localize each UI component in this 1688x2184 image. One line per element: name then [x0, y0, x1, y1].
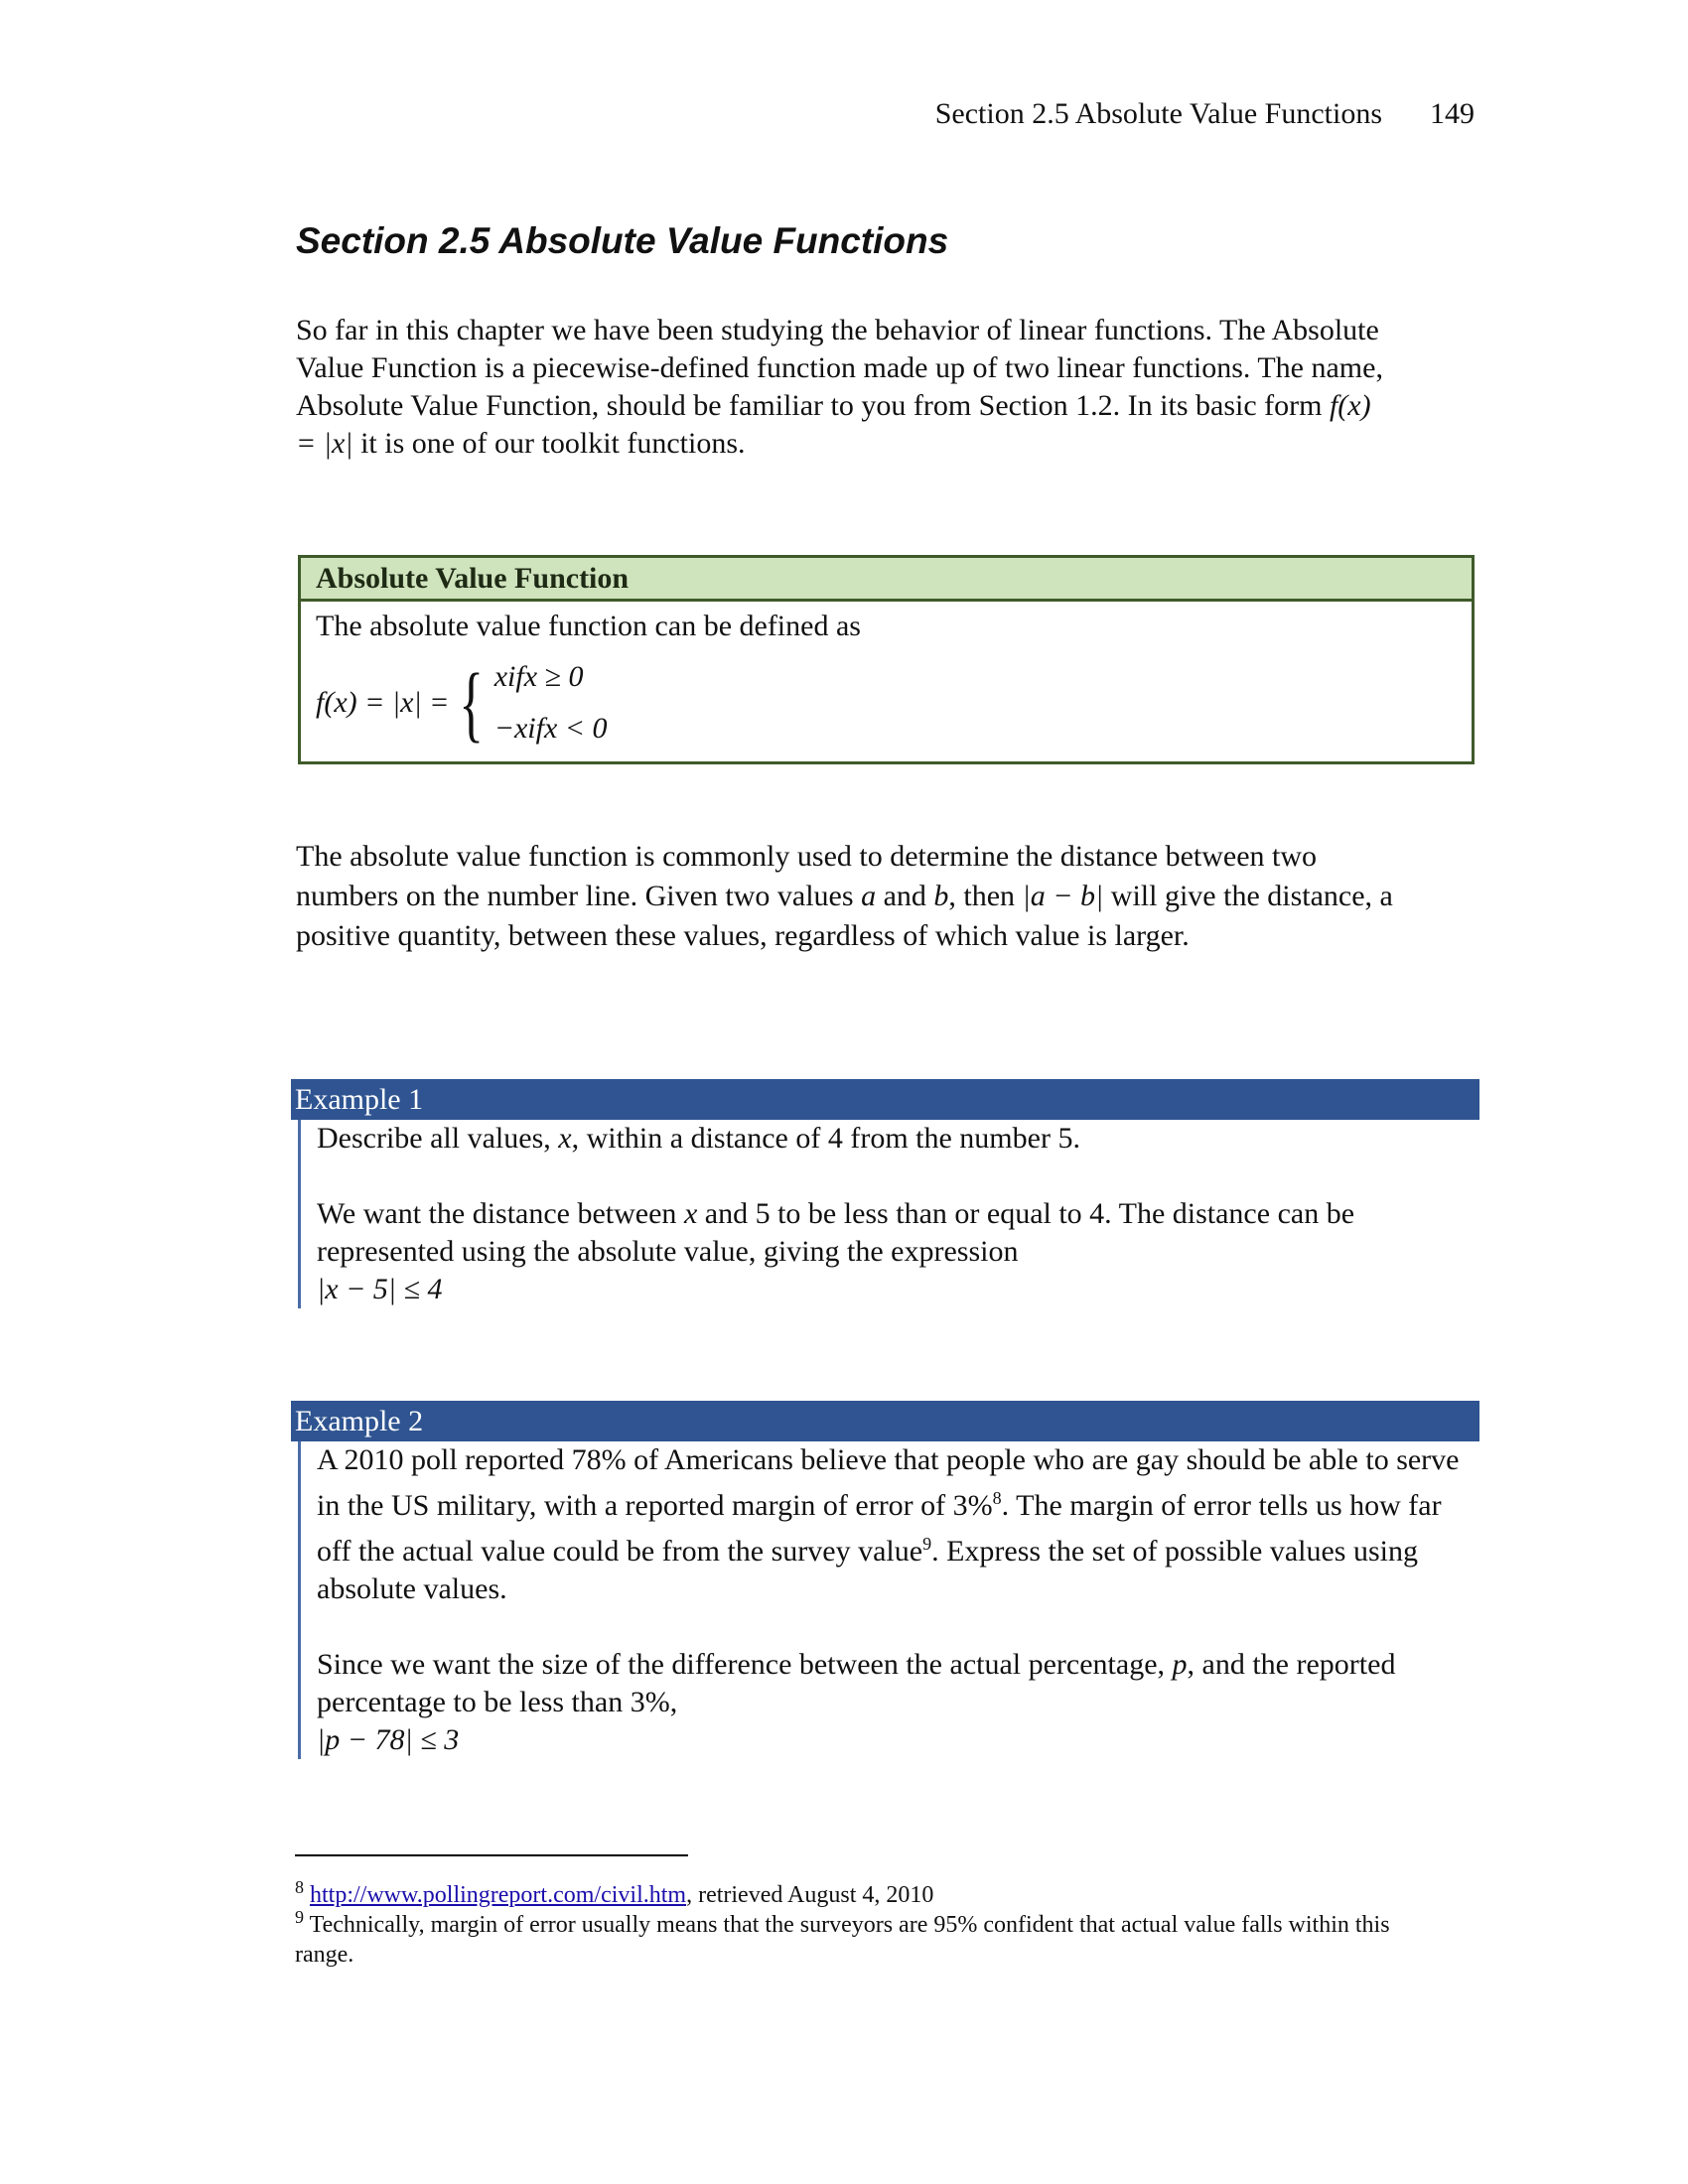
example-2-heading: Example 2: [291, 1401, 1479, 1441]
brace-icon: {: [459, 655, 485, 751]
layout-block: [317, 1646, 1479, 1721]
running-title: Section 2.5 Absolute Value Functions: [934, 97, 1382, 130]
intro-paragraph: [296, 312, 1388, 463]
text-span: it is one of our toolkit functions.: [360, 427, 746, 460]
case-row: [494, 651, 608, 703]
text-span: Describe all values,: [317, 1122, 551, 1155]
running-header: [888, 97, 1475, 131]
example-1-body: [298, 1120, 1479, 1308]
example-1-math: |x − 5| ≤ 4: [317, 1273, 443, 1305]
layout-block: [494, 651, 608, 754]
layout-block: [317, 1271, 1479, 1308]
text-span: −x: [493, 712, 528, 745]
footnote-link[interactable]: http://www.pollingreport.com/civil.htm: [310, 1882, 687, 1908]
footnote-ref: 9: [922, 1534, 932, 1554]
text-span: , retrieved August 4, 2010: [686, 1882, 934, 1908]
definition-heading: Absolute Value Function: [301, 558, 1472, 602]
text-span: . The margin of error tells us how far off the actual value could be from the survey value: [317, 1489, 1442, 1568]
text-span: a: [861, 880, 877, 912]
definition-text: The absolute value function can be defined as: [316, 610, 861, 642]
text-span: and 5 to be less than or equal to 4. The distance can be represented using the absolute value, giving the expression: [317, 1197, 1355, 1268]
text-span: p: [1172, 1648, 1188, 1681]
inline-math: f(x) = |x|: [296, 389, 1371, 460]
text-span: A 2010 poll reported 78% of Americans believe that people who are gay should be able to serve in the US military, with a reported margin of error of 3%: [317, 1443, 1460, 1522]
layout-block: [317, 1120, 1479, 1158]
text-span: . Express the set of possible values using absolute values.: [317, 1535, 1418, 1605]
section-title: Section 2.5 Absolute Value Functions: [296, 220, 949, 261]
text-span: The absolute value function is commonly used to determine the distance between two numbers on the number line. Given two values: [296, 840, 1318, 912]
text-span: , and the reported percentage to be less than 3%,: [317, 1648, 1396, 1718]
formula-lhs: f(x) = |x| =: [316, 686, 450, 719]
text-span: and: [883, 880, 926, 912]
layout-block: [317, 1608, 1479, 1646]
text-span: x < 0: [543, 712, 608, 745]
example-2-body: [298, 1441, 1479, 1759]
text-span: will give the distance, a positive quantity, between these values, regardless of which value is larger.: [296, 880, 1393, 952]
text-span: , then: [948, 880, 1016, 912]
layout-block: [317, 1441, 1479, 1608]
distance-paragraph: [296, 837, 1418, 956]
layout-block: [301, 602, 1472, 760]
text-span: x: [558, 1122, 572, 1155]
layout-block: [317, 1721, 1479, 1759]
footnote-divider: [295, 1854, 688, 1856]
text-span: |a − b|: [1022, 880, 1104, 912]
text-span: b: [933, 880, 949, 912]
text-span: Technically, margin of error usually means that the surveyors are 95% confident that actual value falls within this range.: [295, 1912, 1390, 1968]
text-span: , within a distance of 4 from the number 5.: [571, 1122, 1080, 1155]
footnote-ref: 8: [992, 1488, 1002, 1508]
layout-block: [317, 1195, 1479, 1271]
layout-block: [317, 1158, 1479, 1195]
text-span: Since we want the size of the difference between the actual percentage,: [317, 1648, 1166, 1681]
text-span: if: [507, 660, 524, 693]
case-row: [494, 703, 608, 754]
footnote-9: [295, 1902, 1447, 1970]
example-2-math: |p − 78| ≤ 3: [317, 1723, 460, 1756]
text-span: 9: [295, 1907, 304, 1927]
example-1-heading: Example 1: [291, 1079, 1479, 1120]
text-span: So far in this chapter we have been studying the behavior of linear functions. The Absolute Value Function is a piecewise-defined function made up of two linear functions. The name, Absolute Value Function, should be familiar to you from Section 1.2. In its basic form: [296, 314, 1383, 422]
text-span: 8: [295, 1877, 304, 1897]
text-span: x: [493, 660, 508, 693]
text-span: We want the distance between: [317, 1197, 677, 1230]
piecewise-formula: [316, 651, 1457, 754]
text-span: x: [683, 1197, 698, 1230]
definition-box: [298, 555, 1475, 764]
text-span: if: [527, 712, 544, 745]
page-number: 149: [1430, 97, 1475, 130]
text-span: x ≥ 0: [523, 660, 584, 693]
